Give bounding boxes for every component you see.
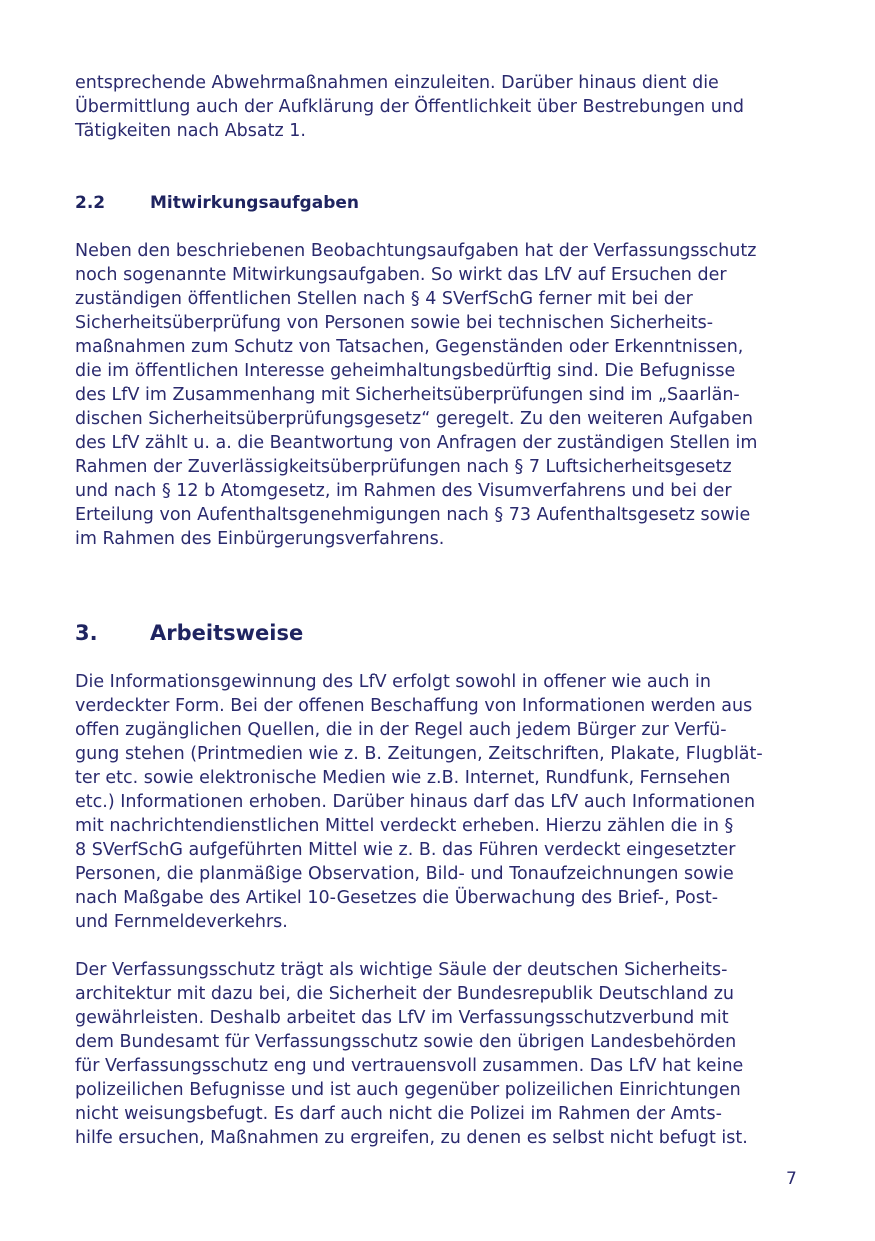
text-line: nicht weisungsbefugt. Es darf auch nicht die Polizei im Rahmen der Amts-: [75, 1104, 722, 1124]
text-line: und nach § 12 b Atomgesetz, im Rahmen des Visumverfahrens und bei der: [75, 481, 732, 501]
text-line: Rahmen der Zuverlässigkeitsüberprüfungen nach § 7 Luftsicherheitsgesetz: [75, 457, 732, 477]
text-line: im Rahmen des Einbürgerungsverfahrens.: [75, 529, 445, 549]
text-line: des LfV im Zusammenhang mit Sicherheitsüberprüfungen sind im „Saarlän-: [75, 385, 740, 405]
text-line: verdeckter Form. Bei der offenen Beschaffung von Informationen werden aus: [75, 696, 753, 716]
text-line: Erteilung von Aufenthaltsgenehmigungen nach § 73 Aufenthaltsgesetz sowie: [75, 505, 751, 525]
text-line: mit nachrichtendienstlichen Mittel verdeckt erheben. Hierzu zählen die in §: [75, 816, 734, 836]
text-line: und Fernmeldeverkehrs.: [75, 912, 288, 932]
text-line: dischen Sicherheitsüberprüfungsgesetz“ geregelt. Zu den weiteren Aufgaben: [75, 409, 753, 429]
text-line: Sicherheitsüberprüfung von Personen sowie bei technischen Sicherheits-: [75, 313, 714, 333]
text-line: etc.) Informationen erhoben. Darüber hinaus darf das LfV auch Informationen: [75, 792, 756, 812]
text-line: für Verfassungsschutz eng und vertrauensvoll zusammen. Das LfV hat keine: [75, 1056, 744, 1076]
text-line: hilfe ersuchen, Maßnahmen zu ergreifen, zu denen es selbst nicht befugt ist.: [75, 1128, 748, 1148]
text-line: ter etc. sowie elektronische Medien wie z.B. Internet, Rundfunk, Fernsehen: [75, 768, 731, 788]
text-line: gung stehen (Printmedien wie z. B. Zeitungen, Zeitschriften, Plakate, Flugblät-: [75, 744, 763, 764]
text-line: die im öffentlichen Interesse geheimhaltungsbedürftig sind. Die Befugnisse: [75, 361, 736, 381]
section-3-heading: [75, 619, 303, 647]
text-line: entsprechende Abwehrmaßnahmen einzuleiten. Darüber hinaus dient die: [75, 73, 719, 93]
text-line: noch sogenannte Mitwirkungsaufgaben. So wirkt das LfV auf Ersuchen der: [75, 265, 727, 285]
section-2-2-paragraph: [75, 239, 805, 551]
text-line: 8 SVerfSchG aufgeführten Mittel wie z. B. das Führen verdeckt eingesetzter: [75, 840, 736, 860]
text-line: Übermittlung auch der Aufklärung der Öffentlichkeit über Bestrebungen und: [75, 97, 744, 117]
page-number: 7: [786, 1169, 797, 1189]
section-title: Arbeitsweise: [150, 621, 304, 645]
section-2-2-heading: [75, 191, 359, 215]
intro-paragraph: [75, 71, 805, 143]
section-title: Mitwirkungsaufgaben: [150, 193, 359, 213]
text-line: Neben den beschriebenen Beobachtungsaufgaben hat der Verfassungsschutz: [75, 241, 757, 261]
section-3-paragraph-1: [75, 670, 805, 934]
text-line: offen zugänglichen Quellen, die in der Regel auch jedem Bürger zur Verfü-: [75, 720, 727, 740]
text-line: Personen, die planmäßige Observation, Bild- und Tonaufzeichnungen sowie: [75, 864, 734, 884]
section-number: 3.: [75, 621, 98, 645]
section-number: 2.2: [75, 193, 106, 213]
text-line: architektur mit dazu bei, die Sicherheit der Bundesrepublik Deutschland zu: [75, 984, 735, 1004]
text-line: des LfV zählt u. a. die Beantwortung von Anfragen der zuständigen Stellen im: [75, 433, 758, 453]
text-line: nach Maßgabe des Artikel 10-Gesetzes die Überwachung des Brief-, Post-: [75, 888, 719, 908]
text-line: dem Bundesamt für Verfassungsschutz sowie den übrigen Landesbehörden: [75, 1032, 737, 1052]
text-line: polizeilichen Befugnisse und ist auch gegenüber polizeilichen Einrichtungen: [75, 1080, 741, 1100]
text-line: Der Verfassungsschutz trägt als wichtige Säule der deutschen Sicherheits-: [75, 960, 728, 980]
text-line: gewährleisten. Deshalb arbeitet das LfV im Verfassungsschutzverbund mit: [75, 1008, 729, 1028]
section-3-paragraph-2: [75, 958, 805, 1150]
text-line: Die Informationsgewinnung des LfV erfolgt sowohl in offener wie auch in: [75, 672, 711, 692]
text-line: Tätigkeiten nach Absatz 1.: [75, 121, 306, 141]
text-line: zuständigen öffentlichen Stellen nach § 4 SVerfSchG ferner mit bei der: [75, 289, 693, 309]
text-line: maßnahmen zum Schutz von Tatsachen, Gegenständen oder Erkenntnissen,: [75, 337, 744, 357]
